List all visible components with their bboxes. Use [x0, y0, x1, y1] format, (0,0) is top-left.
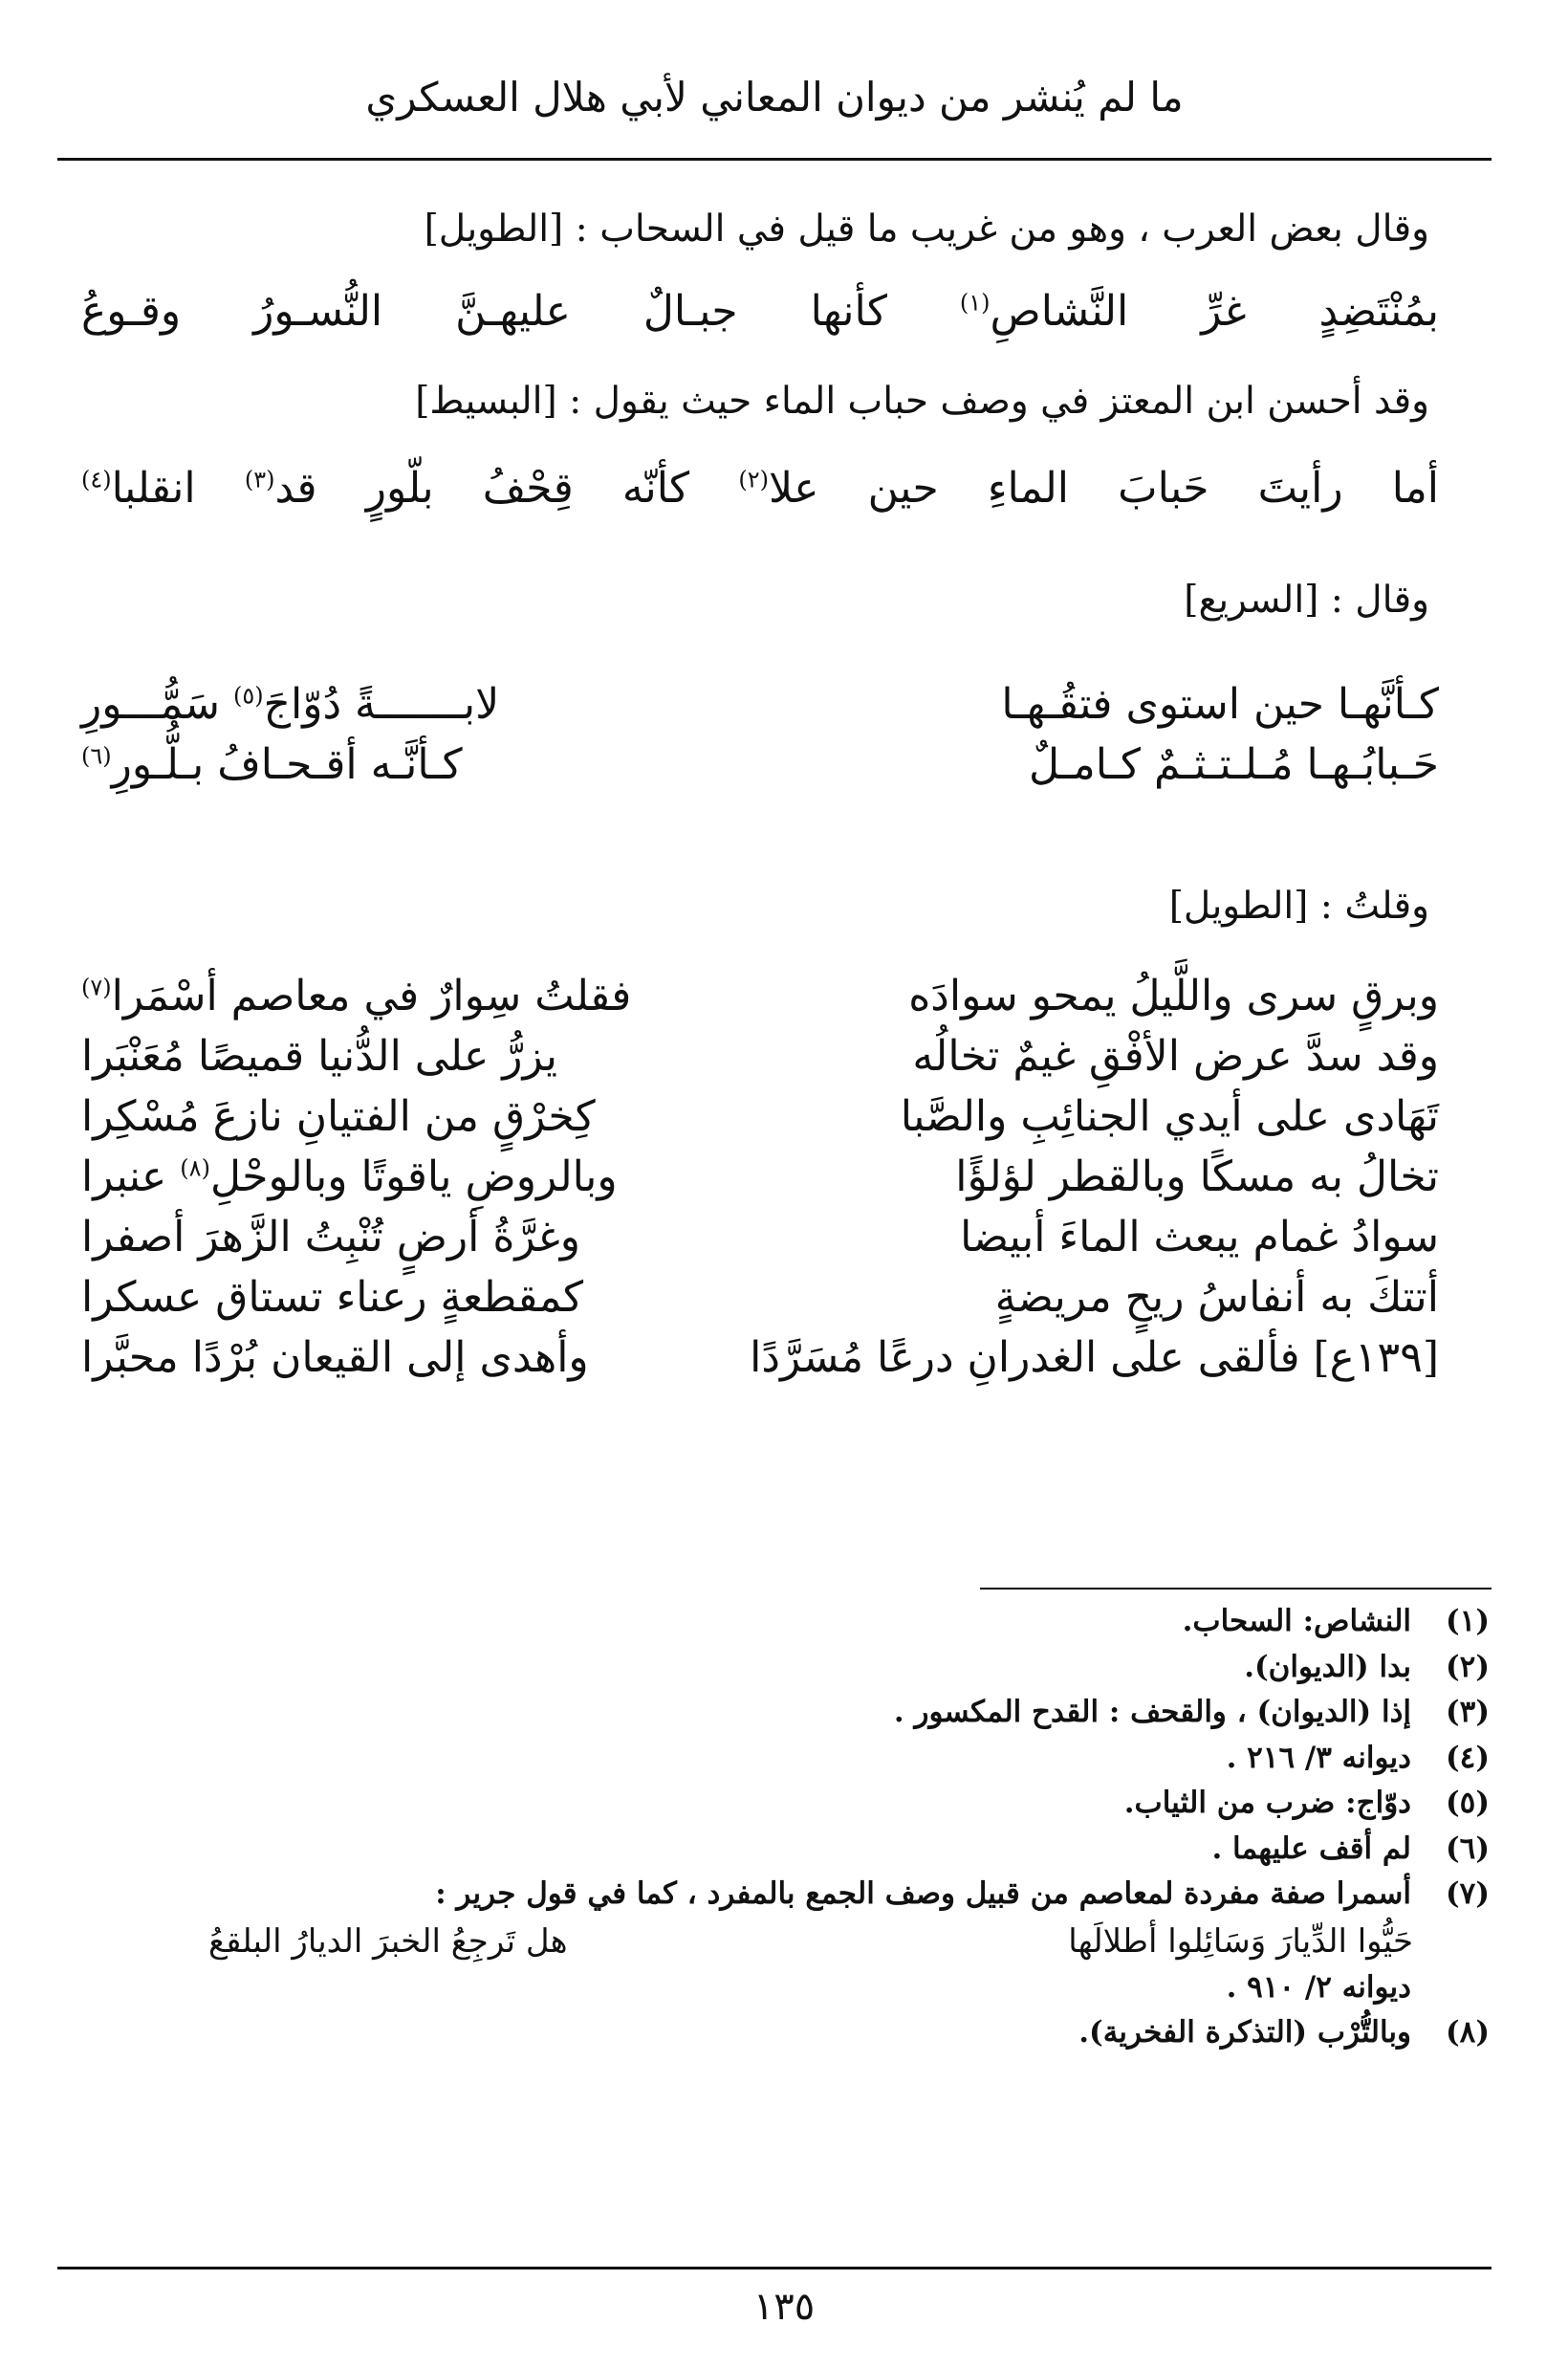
prose-line-intro-3: وقال : [السريع] [1184, 579, 1429, 622]
hemistich-left: فقلتُ سِوارٌ في معاصم أسْمَرا$^{(٧)}$ [81, 972, 632, 1020]
footnote-text: أسمرا صفة مفردة لمعاصم من قبيل وصف الجمع بالمفرد ، كما في قول جرير : [435, 1876, 1411, 1911]
footnote-ref: (٥) [232, 682, 264, 710]
footnote [75, 1690, 1490, 1736]
hemistich-left: جبـالٌ عليهـنَّ النُّسـورُ وقـوعُ [81, 287, 738, 336]
footnote-number: (٧) [1446, 1876, 1490, 1911]
footnote-ref: (٣) [244, 466, 275, 493]
hemistich-right: كـأنَّهـا حين استوى فتقُـهـا [1001, 680, 1439, 729]
footnote [75, 1599, 1490, 1645]
footnote-quoted-verse [75, 1918, 1490, 1965]
hemistich-right: تخالُ به مسكًا وبالقطر لؤلؤًا [955, 1152, 1439, 1201]
hemistich-right: حَـبابُـهـا مُـلـتـثـمٌ كـامـلٌ [1028, 740, 1439, 789]
prose-line-intro-2: وقد أحسن ابن المعتز في وصف حباب الماء حيث يقول : [البسيط] [415, 380, 1429, 423]
footnote-ref: (٧) [81, 974, 112, 1001]
footnote-number: (٥) [1446, 1786, 1490, 1820]
verse-group-4-right [750, 966, 1439, 1388]
hemistich-right: وقد سدَّ عرض الأفْقِ غيمٌ تخالُه [912, 1032, 1439, 1081]
footnote [75, 1736, 1490, 1782]
footnote-number: (٦) [1446, 1831, 1490, 1866]
verse-group-4-left [81, 966, 731, 1388]
hemistich-left: كأنّه قِحْفُ بلّورٍ قد$^{(٣)}$ انقلبا$^{(٤)}$ [81, 464, 690, 513]
hemistich-right: أما رأيتَ حَبابَ الماءِ حين علا$^{(٢)}$ [738, 464, 1439, 513]
footnote-ref: (١) [959, 289, 991, 317]
footnote-number: (١) [1446, 1604, 1490, 1638]
footnote [75, 1872, 1490, 1918]
footnote-ref: (٦) [81, 742, 112, 770]
footnote-ref: (٤) [81, 466, 112, 493]
verse-line-1 [81, 282, 1439, 341]
hemistich-right: تَهَادى على أيدي الجنائِبِ والصَّبا [900, 1092, 1439, 1141]
footnote-number: (٣) [1446, 1695, 1490, 1729]
hemistich-left: وغرَّةُ أرضٍ تُنْبِتُ الزَّهرَ أصفرا [81, 1213, 580, 1261]
hemistich-right: وبرقٍ سرى واللَّيلُ يمحو سوادَه [908, 972, 1439, 1020]
prose-line-intro-4: وقلتُ : [الطويل] [1168, 885, 1429, 928]
footer-rule [57, 2267, 1492, 2269]
hemistich-left: وبالروضِ ياقوتًا وبالوحْلِ$^{(٨)}$ عنبرا [81, 1152, 618, 1201]
verse-group-3-right [827, 674, 1439, 795]
hemistich-right: حَيُّوا الدِّيارَ وَسَائِلوا أطلالَها [1068, 1921, 1413, 1961]
hemistich-left: كمقطعةٍ رعناء تستاق عسكرا [81, 1273, 584, 1322]
page-number: ١٣٥ [752, 2285, 816, 2329]
running-head: ما لم يُنشر من ديوان المعاني لأبي هلال العسكري [365, 74, 1184, 121]
footnote-number: (٨) [1446, 2015, 1490, 2050]
footnote-text: دوّاج: ضرب من الثياب. [1123, 1786, 1411, 1820]
footnote-text: بدا (الديوان). [1244, 1649, 1411, 1684]
footnote-text: لم أقف عليهما . [1211, 1831, 1411, 1866]
footnote-separator [980, 1588, 1492, 1590]
footnote-ref: (٨) [180, 1154, 210, 1182]
hemistich-right: بمُنْتَضِدٍ غرِّ النَّشاصِ$^{(١)}$ كأنها [810, 287, 1440, 336]
footnote-number: (٢) [1446, 1649, 1490, 1684]
hemistich-left: هل تَرجِعُ الخبرَ الديارُ البلقعُ [208, 1921, 568, 1961]
hemistich-right: أتتكَ به أنفاسُ ريحٍ مريضةٍ [994, 1273, 1439, 1322]
hemistich-left: وأهدى إلى القيعان بُرْدًا محبَّرا [81, 1333, 589, 1382]
footnote-text: ديوانه ٣/ ٢١٦ . [1226, 1740, 1411, 1775]
footnote-reference: ديوانه ٢/ ٩١٠ . [1226, 1969, 1411, 2005]
footnote-text: النشاص: السحاب. [1182, 1604, 1411, 1638]
verse-group-3-left [81, 674, 731, 795]
hemistich-right: سوادُ غمام يبعث الماءَ أبيضا [960, 1213, 1439, 1261]
footnote-ref: (٢) [738, 466, 769, 493]
footnote-text: وبالتُّرْب (التذكرة الفخرية). [1078, 2015, 1411, 2050]
footnote [75, 1645, 1490, 1691]
footnote [75, 1781, 1490, 1827]
hemistich-right: [١٣٩ع] فألقى على الغدرانِ درعًا مُسَرَّدًا [750, 1333, 1439, 1382]
footnote [75, 1827, 1490, 1873]
footnote-text: إذا (الديوان) ، والقحف : القدح المكسور . [893, 1695, 1411, 1729]
footnotes [75, 1599, 1490, 2056]
footnote-number: (٤) [1446, 1740, 1490, 1775]
header-rule [57, 158, 1492, 161]
hemistich-left: كِخرْقٍ من الفتيانِ نازعَ مُسْكِرا [81, 1092, 596, 1141]
hemistich-left: كـأنَّـه أقـحـافُ بـلُّـورِ$^{(٦)}$ [81, 740, 463, 789]
verse-line-2 [81, 459, 1439, 518]
hemistich-left: يزرُّ على الدُّنيا قميصًا مُعَنْبَرا [81, 1032, 558, 1081]
footnote [75, 2010, 1490, 2056]
hemistich-left: لابـــــــةً دُوّاجَ$^{(٥)}$ سَمُّـــورِ [81, 680, 500, 729]
prose-line-intro-1: وقال بعض العرب ، وهو من غريب ما قيل في السحاب : [الطويل] [424, 208, 1429, 251]
